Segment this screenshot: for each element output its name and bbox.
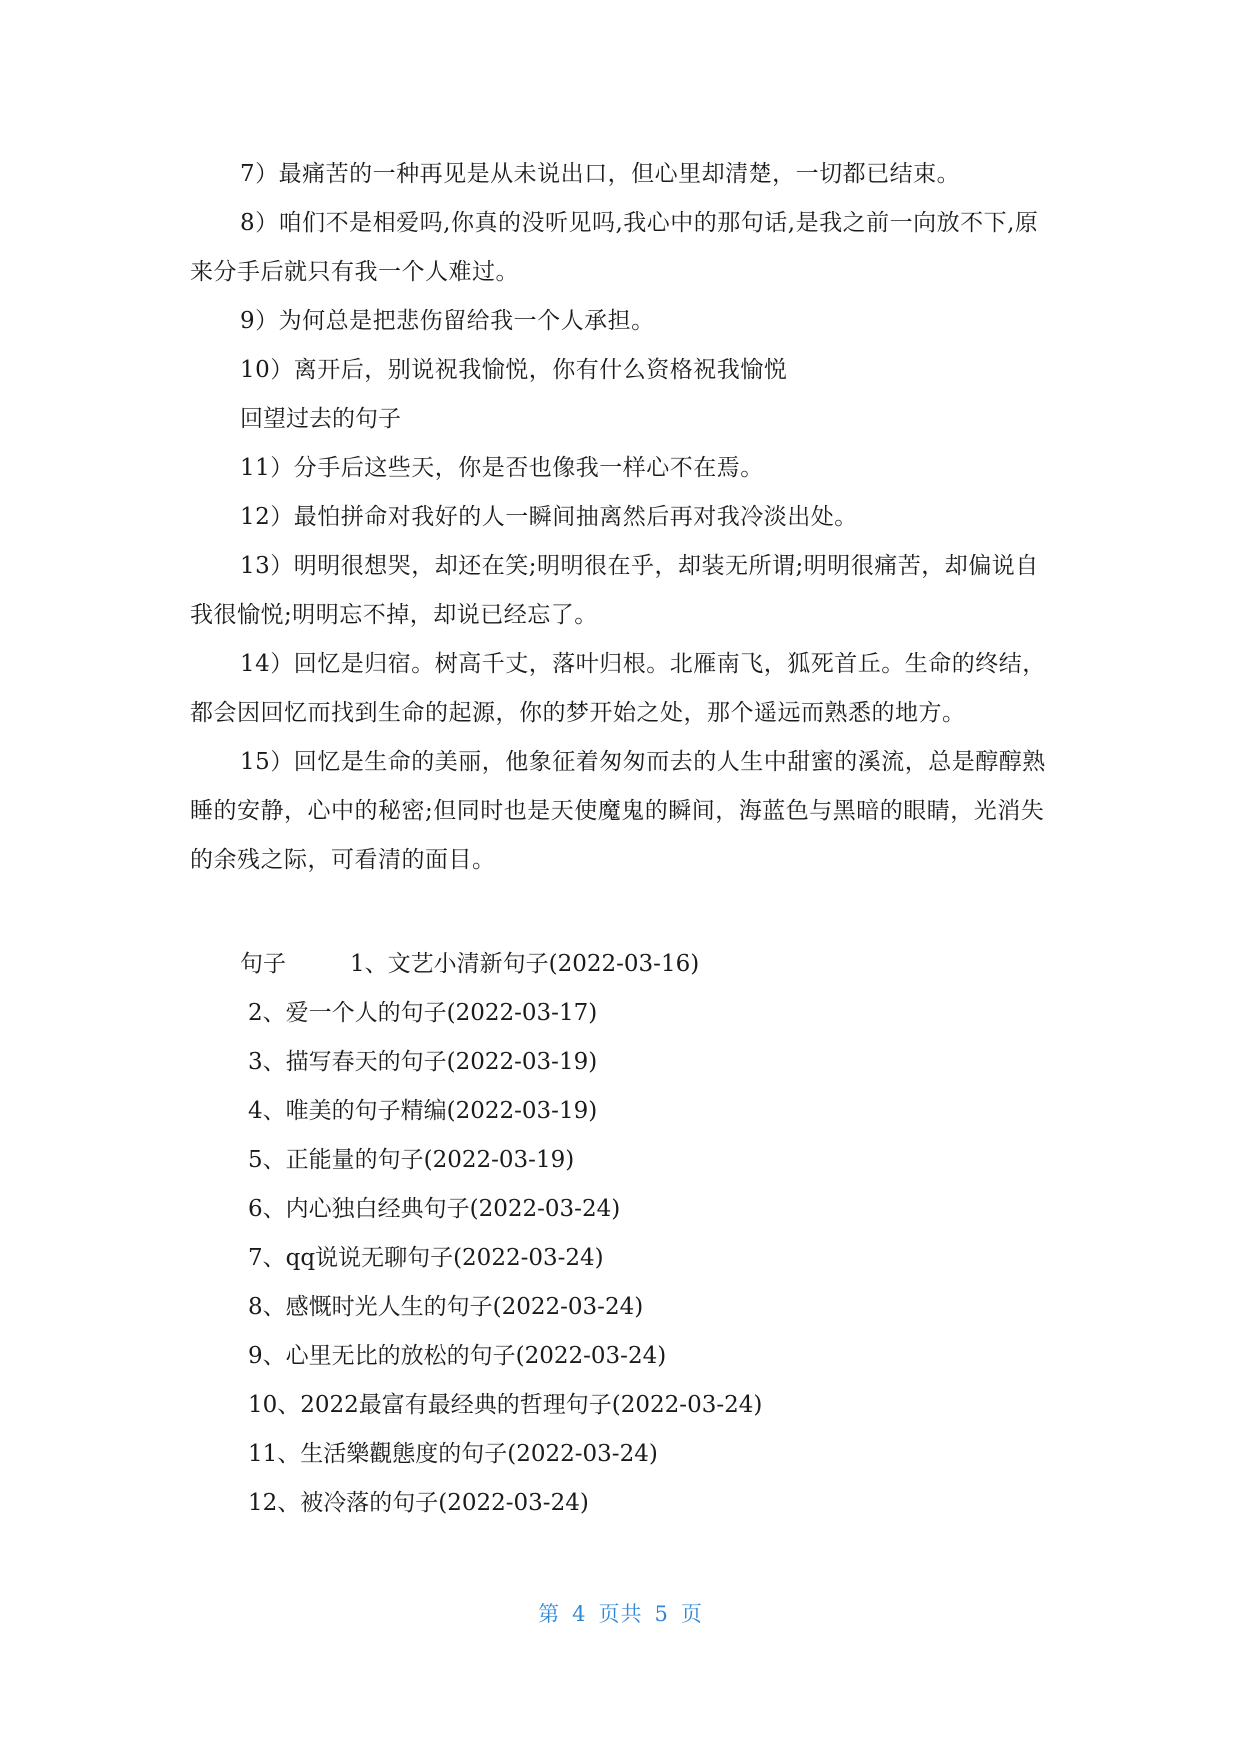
list-item [240, 1087, 1040, 1136]
list-item [240, 1038, 1040, 1087]
footer-suffix: 页 [680, 1602, 703, 1626]
related-link-6[interactable]: 6、内心独白经典句子(2022-03-24) [248, 1196, 621, 1222]
current-page-number: 4 [572, 1602, 587, 1626]
paragraph-15: 15）回忆是生命的美丽，他象征着匆匆而去的人生中甜蜜的溪流，总是醇醇熟睡的安静，心中的秘密;但同时也是天使魔鬼的瞬间，海蓝色与黑暗的眼睛，光消失的余残之际，可看清的面目。 [190, 749, 1046, 873]
list-item [240, 1136, 1040, 1185]
paragraph-7: 7）最痛苦的一种再见是从未说出口，但心里却清楚，一切都已结束。 [240, 161, 961, 187]
related-articles-list [240, 940, 1040, 1528]
list-item [240, 1332, 1040, 1381]
related-link-10[interactable]: 10、2022最富有最经典的哲理句子(2022-03-24) [248, 1392, 763, 1418]
related-link-4[interactable]: 4、唯美的句子精编(2022-03-19) [248, 1098, 598, 1124]
paragraph-13: 13）明明很想哭，却还在笑;明明很在乎，却装无所谓;明明很痛苦，却偏说自我很愉悦;明明忘不掉，却说已经忘了。 [190, 553, 1039, 628]
paragraph-8: 8）咱们不是相爱吗,你真的没听见吗,我心中的那句话,是我之前一向放不下,原来分手后就只有我一个人难过。 [190, 210, 1039, 285]
page-footer [0, 1598, 1241, 1628]
list-item [240, 1283, 1040, 1332]
related-link-7[interactable]: 7、qq说说无聊句子(2022-03-24) [248, 1245, 604, 1271]
list-item [240, 1430, 1040, 1479]
article-body [190, 150, 1052, 885]
list-item [240, 1185, 1040, 1234]
paragraph-9: 9）为何总是把悲伤留给我一个人承担。 [240, 308, 655, 334]
list-item [240, 1479, 1040, 1528]
related-link-11[interactable]: 11、生活樂觀態度的句子(2022-03-24) [248, 1441, 658, 1467]
related-label: 句子 [240, 951, 286, 977]
footer-prefix: 第 [538, 1602, 561, 1626]
footer-mid: 页共 [598, 1602, 643, 1626]
paragraph-14: 14）回忆是归宿。树高千丈，落叶归根。北雁南飞，狐死首丘。生命的终结，都会因回忆而找到生命的起源，你的梦开始之处，那个遥远而熟悉的地方。 [190, 651, 1046, 726]
related-link-12[interactable]: 12、被冷落的句子(2022-03-24) [248, 1490, 589, 1516]
related-link-9[interactable]: 9、心里无比的放松的句子(2022-03-24) [248, 1343, 667, 1369]
related-link-3[interactable]: 3、描写春天的句子(2022-03-19) [248, 1049, 598, 1075]
total-page-number: 5 [654, 1602, 669, 1626]
related-link-8[interactable]: 8、感慨时光人生的句子(2022-03-24) [248, 1294, 644, 1320]
paragraph-11: 11）分手后这些天，你是否也像我一样心不在焉。 [240, 455, 764, 481]
related-link-5[interactable]: 5、正能量的句子(2022-03-19) [248, 1147, 575, 1173]
list-item [240, 1381, 1040, 1430]
paragraph-12: 12）最怕拼命对我好的人一瞬间抽离然后再对我冷淡出处。 [240, 504, 858, 530]
list-item [240, 989, 1040, 1038]
list-item [240, 940, 1040, 989]
list-item [240, 1234, 1040, 1283]
related-link-1[interactable]: 1、文艺小清新句子(2022-03-16) [350, 951, 700, 977]
related-link-2[interactable]: 2、爱一个人的句子(2022-03-17) [248, 1000, 598, 1026]
paragraph-10: 10）离开后，别说祝我愉悦，你有什么资格祝我愉悦 [240, 357, 788, 383]
section-heading: 回望过去的句子 [240, 406, 401, 432]
